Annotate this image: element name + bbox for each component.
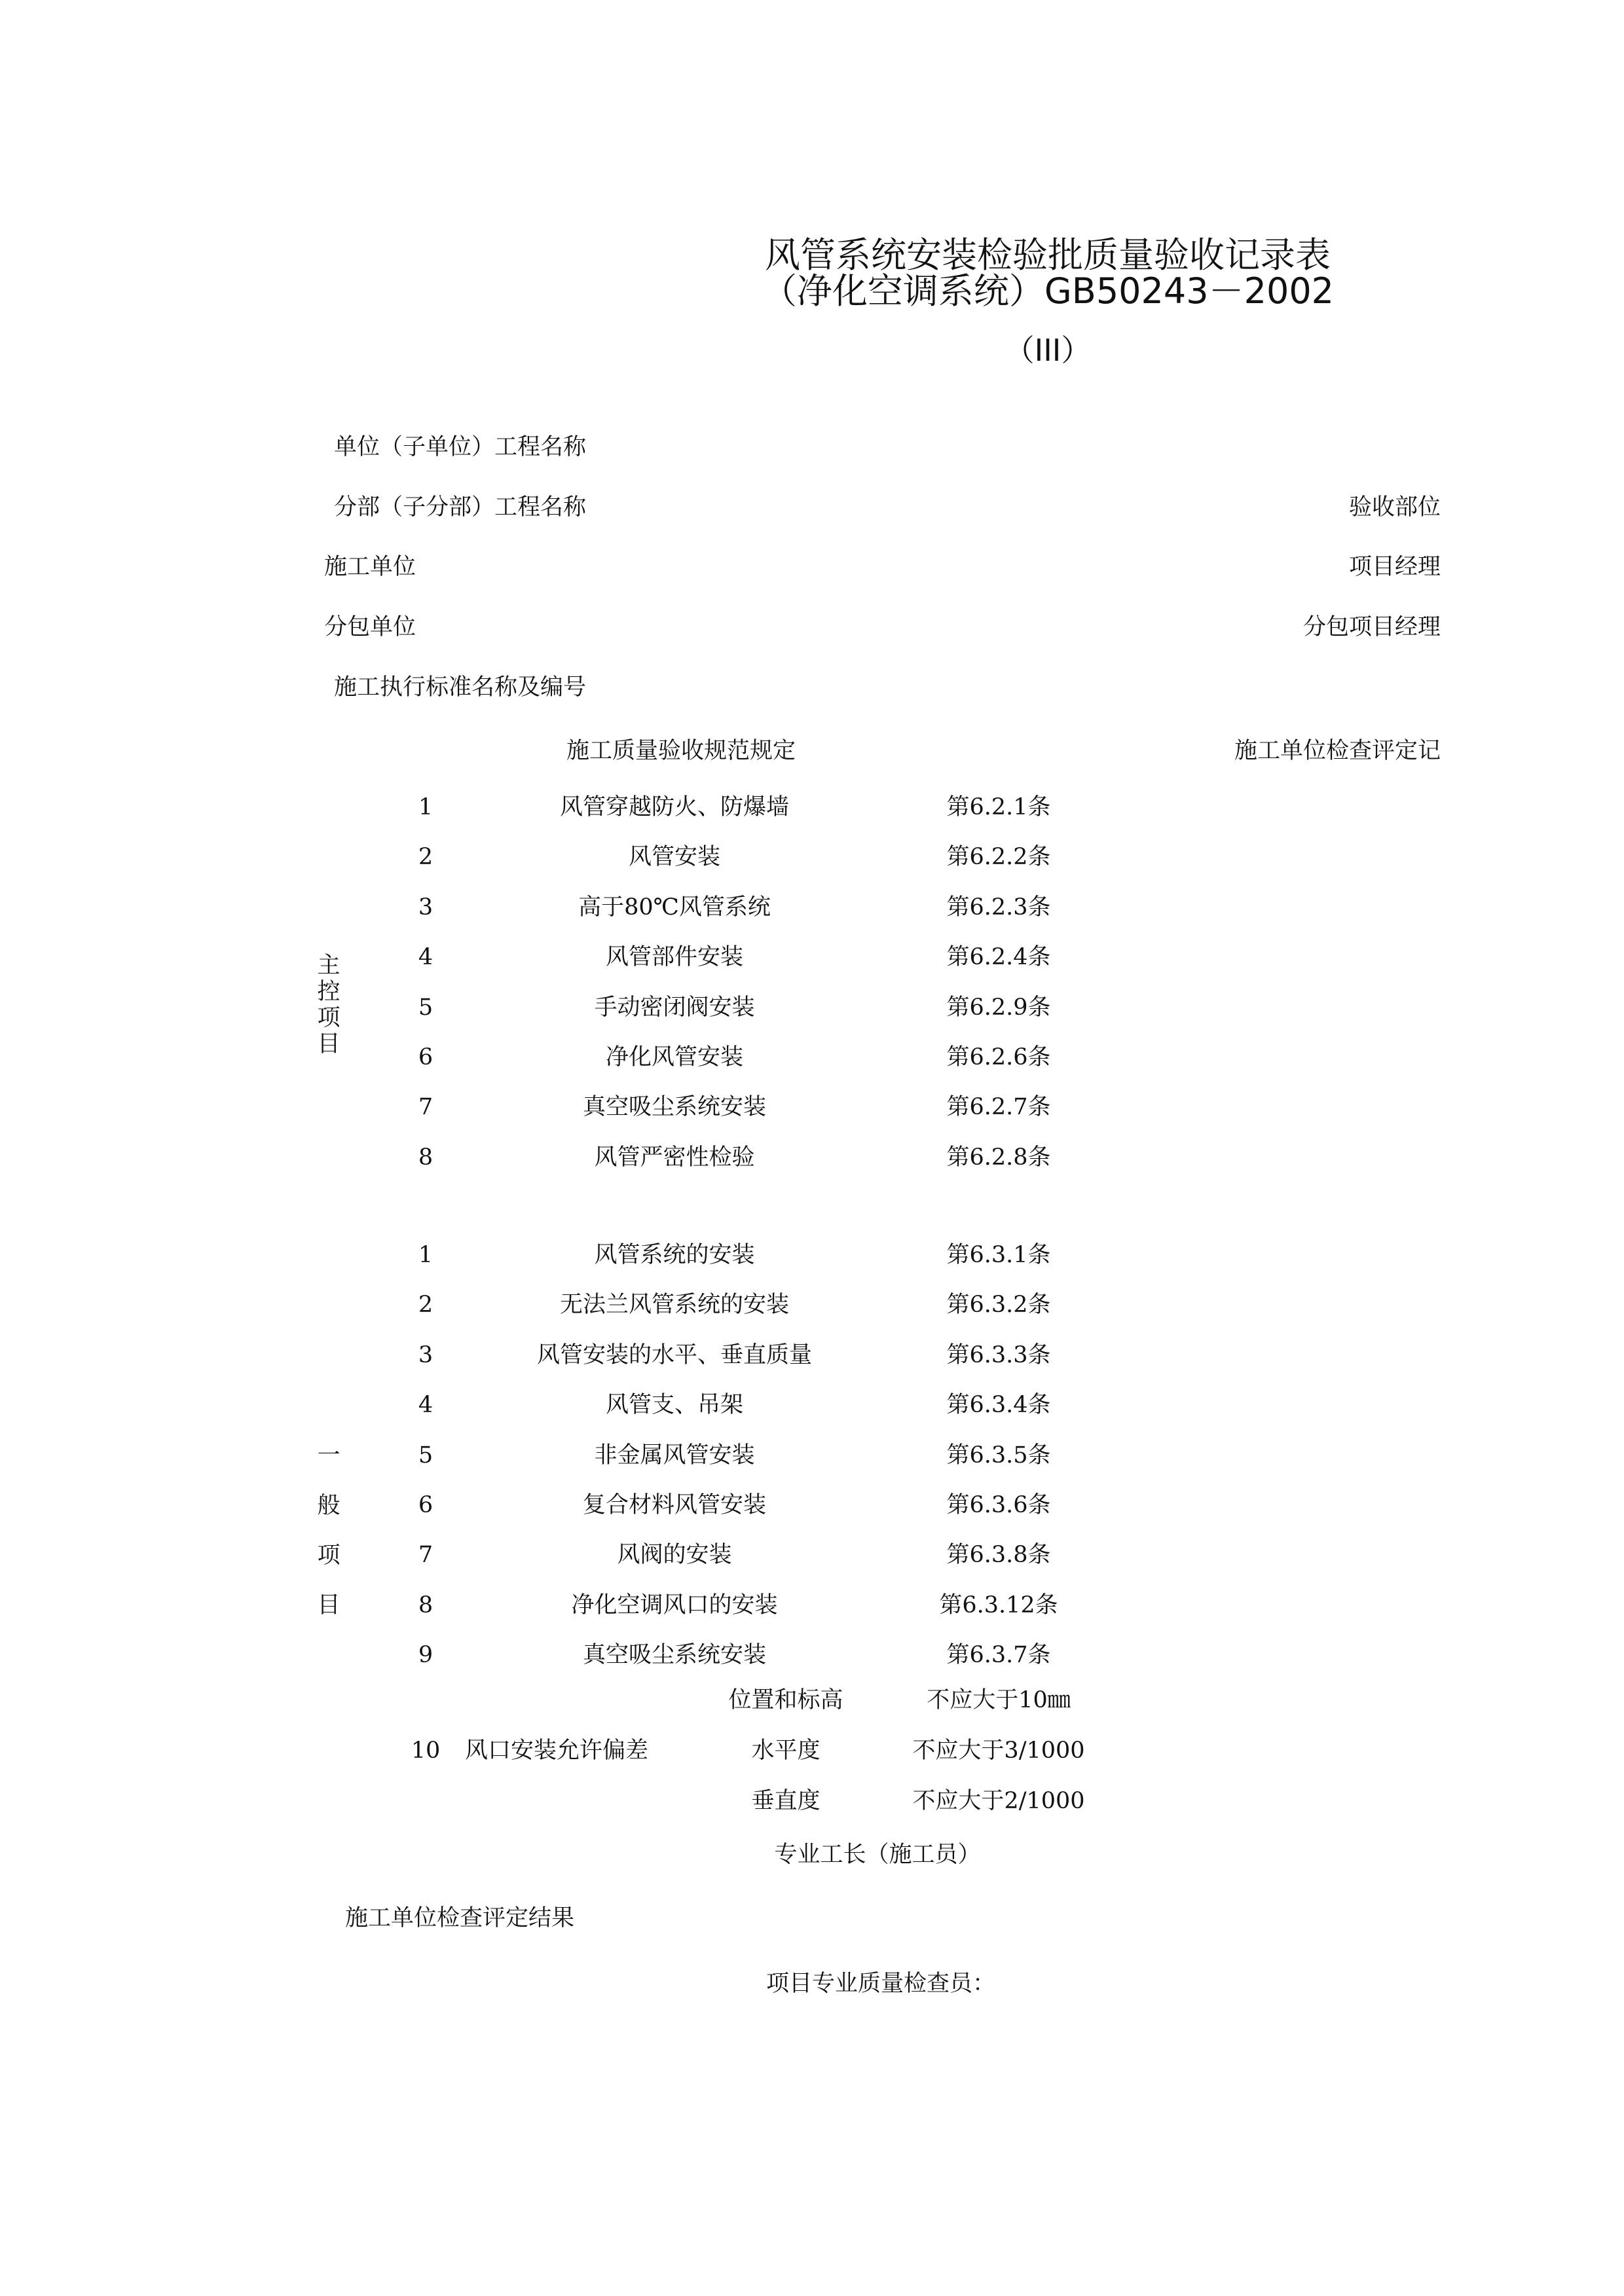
general-item-clause: 第6.3.8条 — [946, 1542, 1051, 1569]
general-item-number: 5 — [418, 1442, 434, 1468]
main-control-item-number: 3 — [418, 894, 434, 920]
general-label-char-3: 项 — [317, 1542, 341, 1569]
main-control-item-clause: 第6.2.9条 — [946, 994, 1051, 1021]
general-item-clause: 第6.3.7条 — [946, 1642, 1051, 1669]
general-item-name: 风管安装的水平、垂直质量 — [536, 1341, 812, 1368]
general-item-name: 风管支、吊架 — [605, 1392, 743, 1419]
main-control-item-clause: 第6.2.8条 — [946, 1144, 1051, 1171]
main-control-item-number: 1 — [418, 794, 434, 820]
item10-sub-vertical: 垂直度 — [751, 1788, 821, 1814]
general-item-clause: 第6.3.3条 — [946, 1341, 1051, 1368]
item10-name: 风口安装允许偏差 — [465, 1738, 649, 1764]
general-item-clause: 第6.3.6条 — [946, 1492, 1051, 1518]
main-control-item-clause: 第6.2.1条 — [946, 794, 1051, 820]
subcontract-manager-label: 分包项目经理 — [1302, 614, 1441, 640]
quality-inspector-label: 项目专业质量检查员： — [766, 1971, 996, 1997]
subcontract-unit-label: 分包单位 — [324, 614, 416, 640]
general-label-char-2: 般 — [317, 1493, 341, 1519]
item10-sub-horizontal: 水平度 — [751, 1738, 821, 1764]
foreman-label: 专业工长（施工员） — [774, 1842, 981, 1868]
item10-limit-position: 不应大于10㎜ — [927, 1687, 1071, 1713]
general-item-number: 1 — [418, 1242, 434, 1268]
general-item-number: 4 — [418, 1392, 434, 1419]
main-control-item-number: 2 — [418, 844, 434, 871]
main-control-item-name: 风管安装 — [628, 844, 720, 871]
general-item-name: 复合材料风管安装 — [582, 1492, 766, 1518]
general-item-number: 2 — [418, 1292, 434, 1319]
document-title: 风管系统安装检验批质量验收记录表 — [765, 234, 1331, 276]
main-control-item-clause: 第6.2.6条 — [946, 1044, 1051, 1070]
general-item-clause: 第6.3.12条 — [939, 1592, 1058, 1618]
general-item-number: 8 — [418, 1592, 434, 1618]
check-result-label: 施工单位检查评定结果 — [345, 1905, 575, 1931]
main-control-item-number: 7 — [418, 1094, 434, 1121]
item10-limit-horizontal: 不应大于3/1000 — [912, 1738, 1085, 1764]
construction-unit-label: 施工单位 — [324, 554, 416, 580]
general-item-name: 非金属风管安装 — [594, 1442, 755, 1468]
general-item-name: 风管系统的安装 — [594, 1242, 755, 1268]
general-item-number: 7 — [418, 1542, 434, 1569]
main-control-item-name: 风管严密性检验 — [594, 1144, 755, 1171]
project-manager-label: 项目经理 — [1348, 554, 1441, 580]
main-control-item-number: 4 — [418, 944, 434, 971]
main-control-item-number: 6 — [418, 1044, 434, 1070]
main-control-item-name: 风管部件安装 — [605, 944, 743, 971]
general-item-name: 真空吸尘系统安装 — [582, 1642, 766, 1669]
spec-column-header: 施工质量验收规范规定 — [566, 738, 796, 764]
main-control-item-clause: 第6.2.2条 — [946, 844, 1051, 871]
item10-sub-position: 位置和标高 — [728, 1687, 843, 1713]
main-control-section-label: 主 控 项 目 — [317, 953, 341, 1057]
main-control-item-clause: 第6.2.7条 — [946, 1094, 1051, 1121]
main-control-item-name: 风管穿越防火、防爆墙 — [559, 794, 789, 820]
main-control-item-name: 高于80℃风管系统 — [578, 894, 771, 920]
main-control-item-name: 净化风管安装 — [605, 1044, 743, 1070]
general-item-name: 净化空调风口的安装 — [571, 1592, 778, 1618]
main-control-item-clause: 第6.2.4条 — [946, 944, 1051, 971]
general-label-char-4: 目 — [317, 1592, 341, 1618]
general-item-clause: 第6.3.5条 — [946, 1442, 1051, 1468]
main-control-item-name: 手动密闭阀安装 — [594, 994, 755, 1021]
main-control-item-number: 5 — [418, 994, 434, 1021]
unit-project-name-label: 单位（子单位）工程名称 — [334, 434, 587, 460]
main-control-item-clause: 第6.2.3条 — [946, 894, 1051, 920]
general-item-name: 无法兰风管系统的安装 — [559, 1292, 789, 1319]
general-item-number: 3 — [418, 1341, 434, 1368]
standard-name-label: 施工执行标准名称及编号 — [334, 674, 587, 701]
general-item-number: 9 — [418, 1642, 434, 1669]
acceptance-part-label: 验收部位 — [1348, 494, 1441, 520]
main-control-item-number: 8 — [418, 1144, 434, 1171]
general-item-name: 风阀的安装 — [617, 1542, 732, 1569]
general-label-char-1: 一 — [317, 1442, 341, 1468]
item10-limit-vertical: 不应大于2/1000 — [912, 1788, 1085, 1814]
document-subtitle: （净化空调系统）GB50243－2002 — [761, 270, 1335, 312]
general-item-number: 6 — [418, 1492, 434, 1518]
check-column-header: 施工单位检查评定记 — [1234, 738, 1441, 764]
sub-project-name-label: 分部（子分部）工程名称 — [334, 494, 587, 520]
general-item-clause: 第6.3.1条 — [946, 1242, 1051, 1268]
item10-number: 10 — [411, 1738, 441, 1764]
general-item-clause: 第6.3.4条 — [946, 1392, 1051, 1419]
general-item-clause: 第6.3.2条 — [946, 1292, 1051, 1319]
main-control-item-name: 真空吸尘系统安装 — [582, 1094, 766, 1121]
document-part-number: （III） — [1004, 333, 1092, 368]
